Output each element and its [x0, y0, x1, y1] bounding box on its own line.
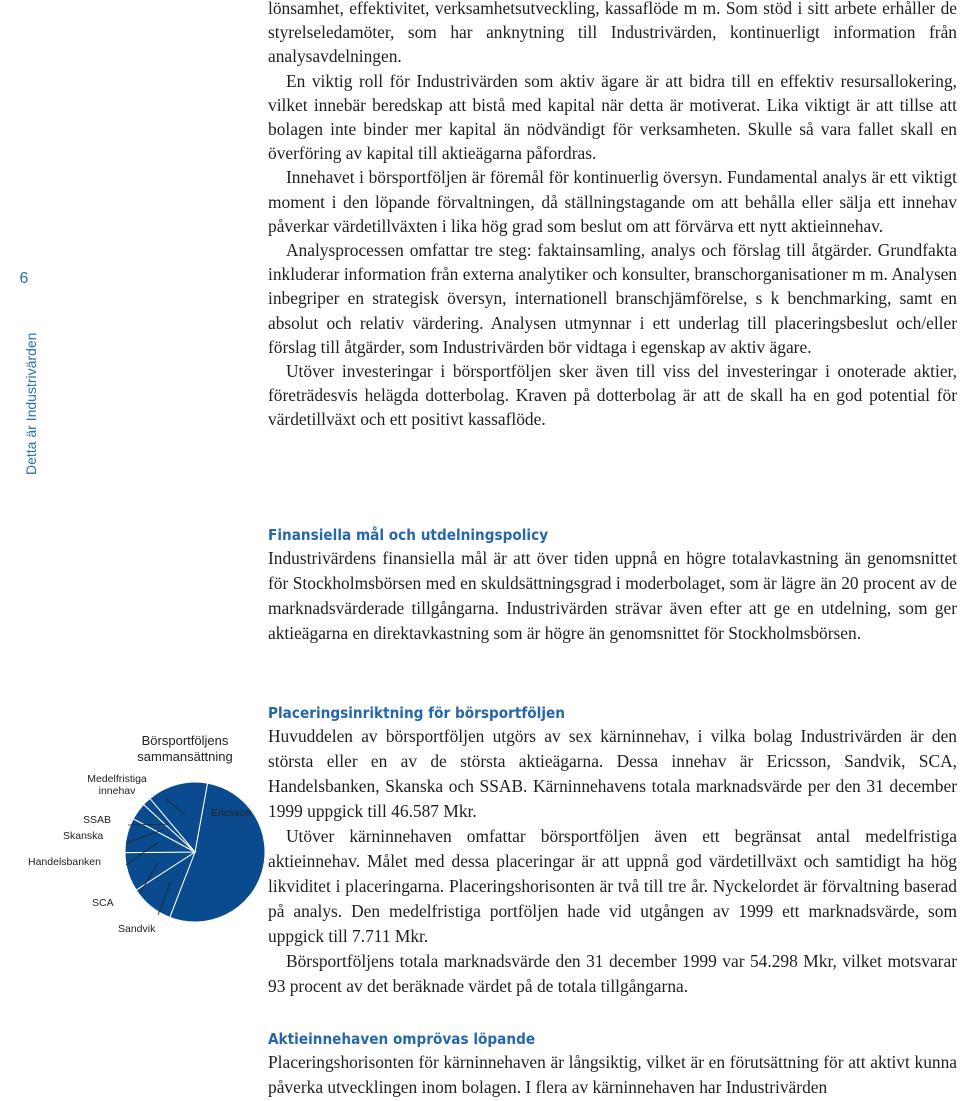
pie-label-sandvik: Sandvik: [118, 923, 156, 935]
section-financial-goals: [268, 524, 957, 646]
pie-label-ericsson: Ericsson: [211, 807, 252, 819]
pie-label-ssab: SSAB: [83, 814, 112, 826]
intro-text: [268, 0, 957, 432]
page-number: 6: [19, 270, 29, 287]
financial-paragraph-1: Industrivärdens finansiella mål är att över tiden uppnå en högre totalavkastning än genomsnittet för Stockholmsbörsen med en skuldsättningsgrad i moderbolaget, som är lägre än 20 procent av de marknadsvärderade tillgångarna. Industrivärden strävar även efter att ge en utdelning, som ger aktieägarna en direktavkastning som är högre än genomsnittet för Stockholmsbörsen.: [268, 548, 957, 643]
section-placement: [268, 702, 957, 999]
pie-label-sca: SCA: [92, 897, 114, 909]
chart-title: Börsportföljens sammansättning: [137, 733, 233, 764]
running-title: Detta är Industrivärden: [23, 332, 39, 475]
section-heading: Aktieinnehaven omprövas löpande: [268, 1030, 536, 1048]
section-review: [268, 1028, 957, 1100]
placement-paragraph-1: Huvuddelen av börsportföljen utgörs av sex kärninnehav, i vilka bolag Industrivärden är den största eller en av de största aktieägarna. Dessa innehav är Ericsson, Sandvik, SCA, Handelsbanken, Skanska och SSAB. Kärninnehavens totala marknadsvärde per den 31 december 1999 uppgick till 46.587 Mkr.: [268, 726, 957, 821]
section-heading: Placeringsinriktning för börsportföljen: [268, 704, 565, 722]
intro-paragraph-2: En viktig roll för Industrivärden som aktiv ägare är att bidra till en effektiv resursallokering, vilket innebär beredskap att bistå med kapital när detta är motiverat. Lika viktigt är att tillse att bolagen inte binder mer kapital än nödvändigt för verksamheten. Skulle så vara fallet skall en överföring av kapital till aktieägarna påfordras.: [268, 70, 957, 164]
intro-paragraph-3: Innehavet i börsportföljen är föremål för kontinuerlig översyn. Fundamental analys är ett viktigt moment i den löpande förvaltningen, då ställningstagande om att behålla eller sälja ett innehav påverkar värdetillväxten i lika hög grad som beslut om att förvärva ett nytt aktieinnehav.: [268, 167, 957, 236]
placement-paragraph-2: Utöver kärninnehaven omfattar börsportföljen även ett begränsat antal medelfristiga aktieinnehav. Målet med dessa placeringar är att uppnå god värdetillväxt och samtidigt ha hög likviditet i placeringarna. Placeringshorisonten är två till tre år. Nyckelordet är förvaltning baserad på analys. Den medelfristiga portföljen hade vid utgången av 1999 ett marknadsvärde, som uppgick till 7.711 Mkr.: [268, 826, 957, 946]
intro-paragraph-1: lönsamhet, effektivitet, verksamhetsutveckling, kassaflöde m m. Som stöd i sitt arbete erhåller de styrelseledamöter, som har anknytning till Industrivärden, kontinuerligt information från analysavdelningen.: [268, 0, 957, 67]
portfolio-pie-chart: [20, 725, 265, 940]
pie-label-handelsbanken: Handelsbanken: [28, 856, 101, 868]
review-paragraph-1: Placeringshorisonten för kärninnehaven är långsiktig, vilket är en förutsättning för att aktivt kunna påverka utvecklingen inom bolagen. I flera av kärninnehaven har Industrivärden: [268, 1052, 957, 1097]
intro-paragraph-5: Utöver investeringar i börsportföljen sker även till viss del investeringar i onoterade aktier, företrädesvis helägda dotterbolag. Kraven på dotterbolag är att de skall ha en god potential för värdetillväxt och ett positivt kassaflöde.: [268, 361, 957, 430]
pie-label-skanska: Skanska: [63, 830, 104, 842]
intro-paragraph-4: Analysprocessen omfattar tre steg: faktainsamling, analys och förslag till åtgärder. Grundfakta inkluderar information från externa analytiker och konsulter, branschorganisationer m m. Analysen inbegriper en strategisk översyn, internationell branschjämförelse, s k benchmarking, samt en absolut och relativ värdering. Analysen utmynnar i ett underlag till placeringsbeslut och/eller förslag till åtgärder, som Industrivärden bör vidtaga i egenskap av aktiv ägare.: [268, 240, 957, 357]
placement-paragraph-3: Börsportföljens totala marknadsvärde den 31 december 1999 var 54.298 Mkr, vilket motsvarar 93 procent av det beräknade värdet på de totala tillgångarna.: [268, 951, 957, 996]
section-heading: Finansiella mål och utdelningspolicy: [268, 526, 549, 544]
pie-label-medelfristiga-innehav: Medelfristiga innehav: [87, 773, 147, 797]
